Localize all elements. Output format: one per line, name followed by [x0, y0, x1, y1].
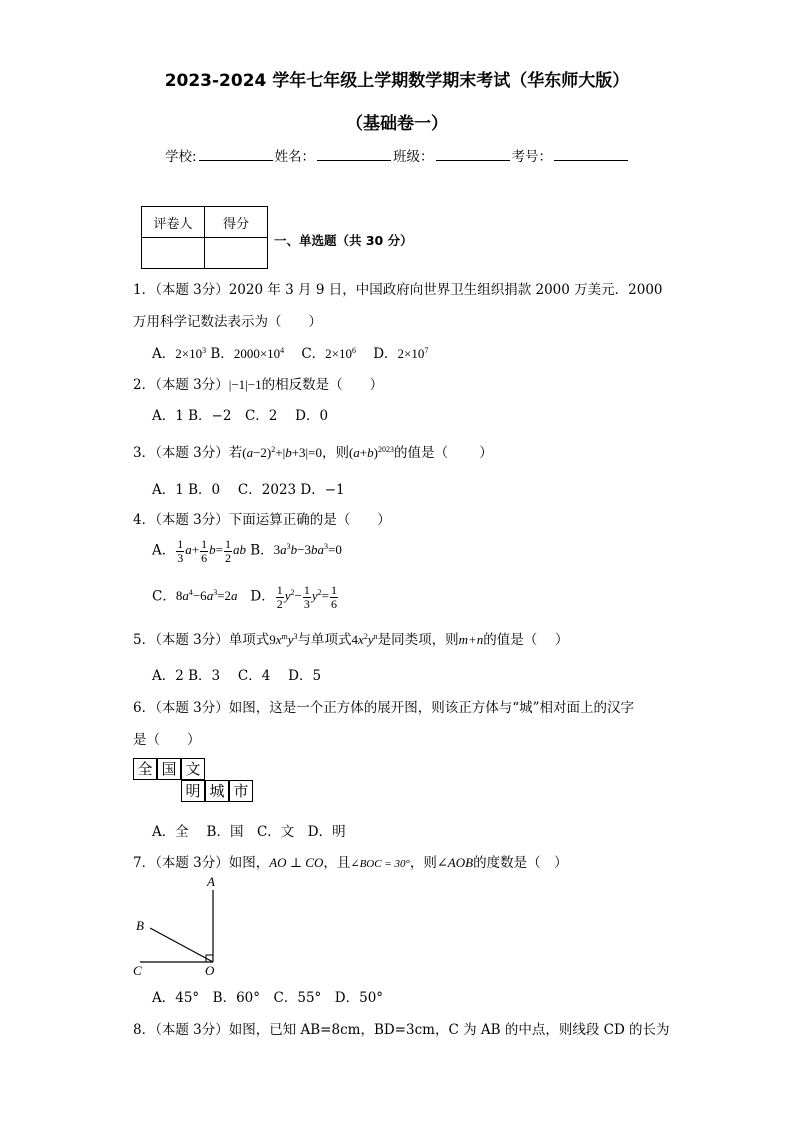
label-c: C — [133, 963, 142, 978]
q8-line1: 8．（本题 3分）如图，已知 AB=8cm，BD=3cm，C 为 AB 的中点，则线段 CD 的长为 — [133, 1022, 670, 1038]
grader-header: 评卷人 — [142, 207, 205, 238]
label-b: B — [136, 918, 144, 933]
q6-line1: 6．（本题 3分）如图，这是一个正方体的展开图，则该正方体与“城”相对面上的汉字 — [133, 700, 635, 716]
q1-line2: 万用科学记数法表示为（ ） — [133, 314, 322, 330]
q4-option-b: $3a^3b-3ba^3=0$ — [273, 542, 342, 558]
net-cell-1: 全 — [133, 758, 157, 780]
info-line — [165, 145, 630, 165]
q5-mid1: 与单项式 — [297, 632, 352, 648]
q2-stem — [133, 373, 383, 393]
score-cell — [205, 238, 268, 269]
q7-math3: ∠AOB — [436, 855, 474, 870]
q4-options-ab — [152, 538, 342, 565]
q5-expression: m+n — [458, 632, 484, 647]
q2-math: |−1|−1 — [228, 377, 262, 392]
q7-math1: AO ⊥ CO — [269, 855, 324, 870]
grader-cell — [142, 238, 205, 269]
q1-line1: 1．（本题 3分）2020 年 3 月 9 日，中国政府向世界卫生组织捐款 2000 万美元．2000 — [133, 282, 663, 298]
q7-options: A．45° B．60° C．55° D．50° — [152, 990, 384, 1006]
q1-option-a: $2\times 10^3$ — [175, 346, 207, 361]
ray-ob — [150, 928, 213, 962]
score-table — [141, 206, 268, 269]
score-header: 得分 — [205, 207, 268, 238]
q4-option-c-label: C． — [152, 588, 176, 605]
angle-figure — [128, 872, 228, 982]
class-label: 班级： — [393, 149, 434, 165]
q4-option-d: $\frac{1}{2}$ $y^2-$ $\frac{1}{3}$ $y^2=$ $\frac{1}{6}$ — [276, 583, 337, 611]
q1-option-b: $2000\times 10^4$ — [233, 346, 285, 361]
q5-monomial-1: $9x^my^3$ — [269, 632, 298, 647]
q3-condition: $(a-2)^2+|b+3|=0$ — [242, 445, 322, 460]
q1-options — [152, 342, 428, 362]
q7-stem — [133, 851, 568, 871]
q2-stem-prefix: 2．（本题 3分） — [133, 377, 229, 393]
net-cell-3: 文 — [181, 758, 205, 780]
net-cell-4: 明 — [181, 780, 205, 802]
q5-stem-prefix: 5．（本题 3分）单项式 — [133, 632, 270, 648]
q7-mid2: ，则 — [409, 855, 437, 871]
q1-option-d: $2\times 10^7$ — [397, 346, 429, 361]
q4-options-cd — [152, 584, 339, 611]
label-o: O — [205, 963, 215, 978]
q4-option-d-label: D． — [250, 588, 275, 605]
section-title: 一、单选题（共 30 分） — [274, 233, 413, 248]
q1-option-b-label: B． — [210, 346, 234, 362]
q6-line2: 是（ ） — [133, 732, 201, 748]
q5-stem — [133, 628, 569, 648]
q4-option-a-label: A． — [152, 542, 176, 559]
q3-stem — [133, 441, 493, 461]
school-label: 学校: — [165, 149, 197, 165]
q5-stem-suffix: 的值是（ ） — [483, 632, 569, 648]
q4-option-c: $8a^4-6a^3=2a$ — [175, 588, 238, 604]
q6-options: A．全 B．国 C．文 D．明 — [152, 824, 346, 840]
q7-stem-prefix: 7．（本题 3分）如图， — [133, 855, 270, 871]
q3-stem-suffix: 的值是（ ） — [393, 445, 493, 461]
q3-options: A．1 B．0 C．2023 D．−1 — [152, 482, 345, 498]
q3-stem-prefix: 3．（本题 3分）若 — [133, 445, 243, 461]
net-cell-2: 国 — [157, 758, 181, 780]
exam-subtitle: （基础卷一） — [346, 114, 448, 134]
q2-stem-suffix: 的相反数是（ ） — [261, 377, 384, 393]
q2-options: A．1 B．−2 C．2 D．0 — [152, 408, 329, 424]
label-a: A — [207, 874, 215, 889]
exam-title: 2023-2024 学年七年级上学期数学期末考试（华东师大版） — [164, 71, 630, 91]
q3-mid: ，则 — [321, 445, 349, 461]
q5-options: A．2 B．3 C．4 D．5 — [152, 668, 322, 684]
q3-expression: $(a+b)^{2023}$ — [348, 445, 394, 460]
class-blank — [436, 149, 510, 161]
q5-mid2: 是同类项，则 — [377, 632, 459, 648]
school-blank — [199, 149, 273, 161]
q1-option-c: $2\times 10^6$ — [325, 346, 357, 361]
q7-mid: ，且 — [323, 855, 351, 871]
q7-stem-suffix: 的度数是（ ） — [473, 855, 568, 871]
q7-math2: ∠BOC = 30° — [350, 858, 410, 870]
q1-option-a-label: A． — [152, 346, 176, 362]
net-cell-5: 城 — [205, 780, 229, 802]
q1-option-d-label: D． — [373, 346, 398, 362]
net-cell-6: 市 — [229, 780, 253, 802]
q4-option-a: $\frac{1}{3}$ a+ $\frac{1}{6}$ b= $\frac{1}{2}$ ab — [177, 537, 246, 565]
id-label: 考号： — [511, 149, 553, 165]
q1-option-c-label: C． — [301, 346, 326, 362]
q5-monomial-2: $4x^2y^n$ — [351, 632, 378, 647]
name-blank — [317, 149, 391, 161]
id-blank — [554, 149, 628, 161]
q4-option-b-label: B． — [250, 542, 274, 559]
name-label: 姓名： — [274, 149, 316, 165]
q4-stem: 4．（本题 3分）下面运算正确的是（ ） — [133, 512, 391, 528]
